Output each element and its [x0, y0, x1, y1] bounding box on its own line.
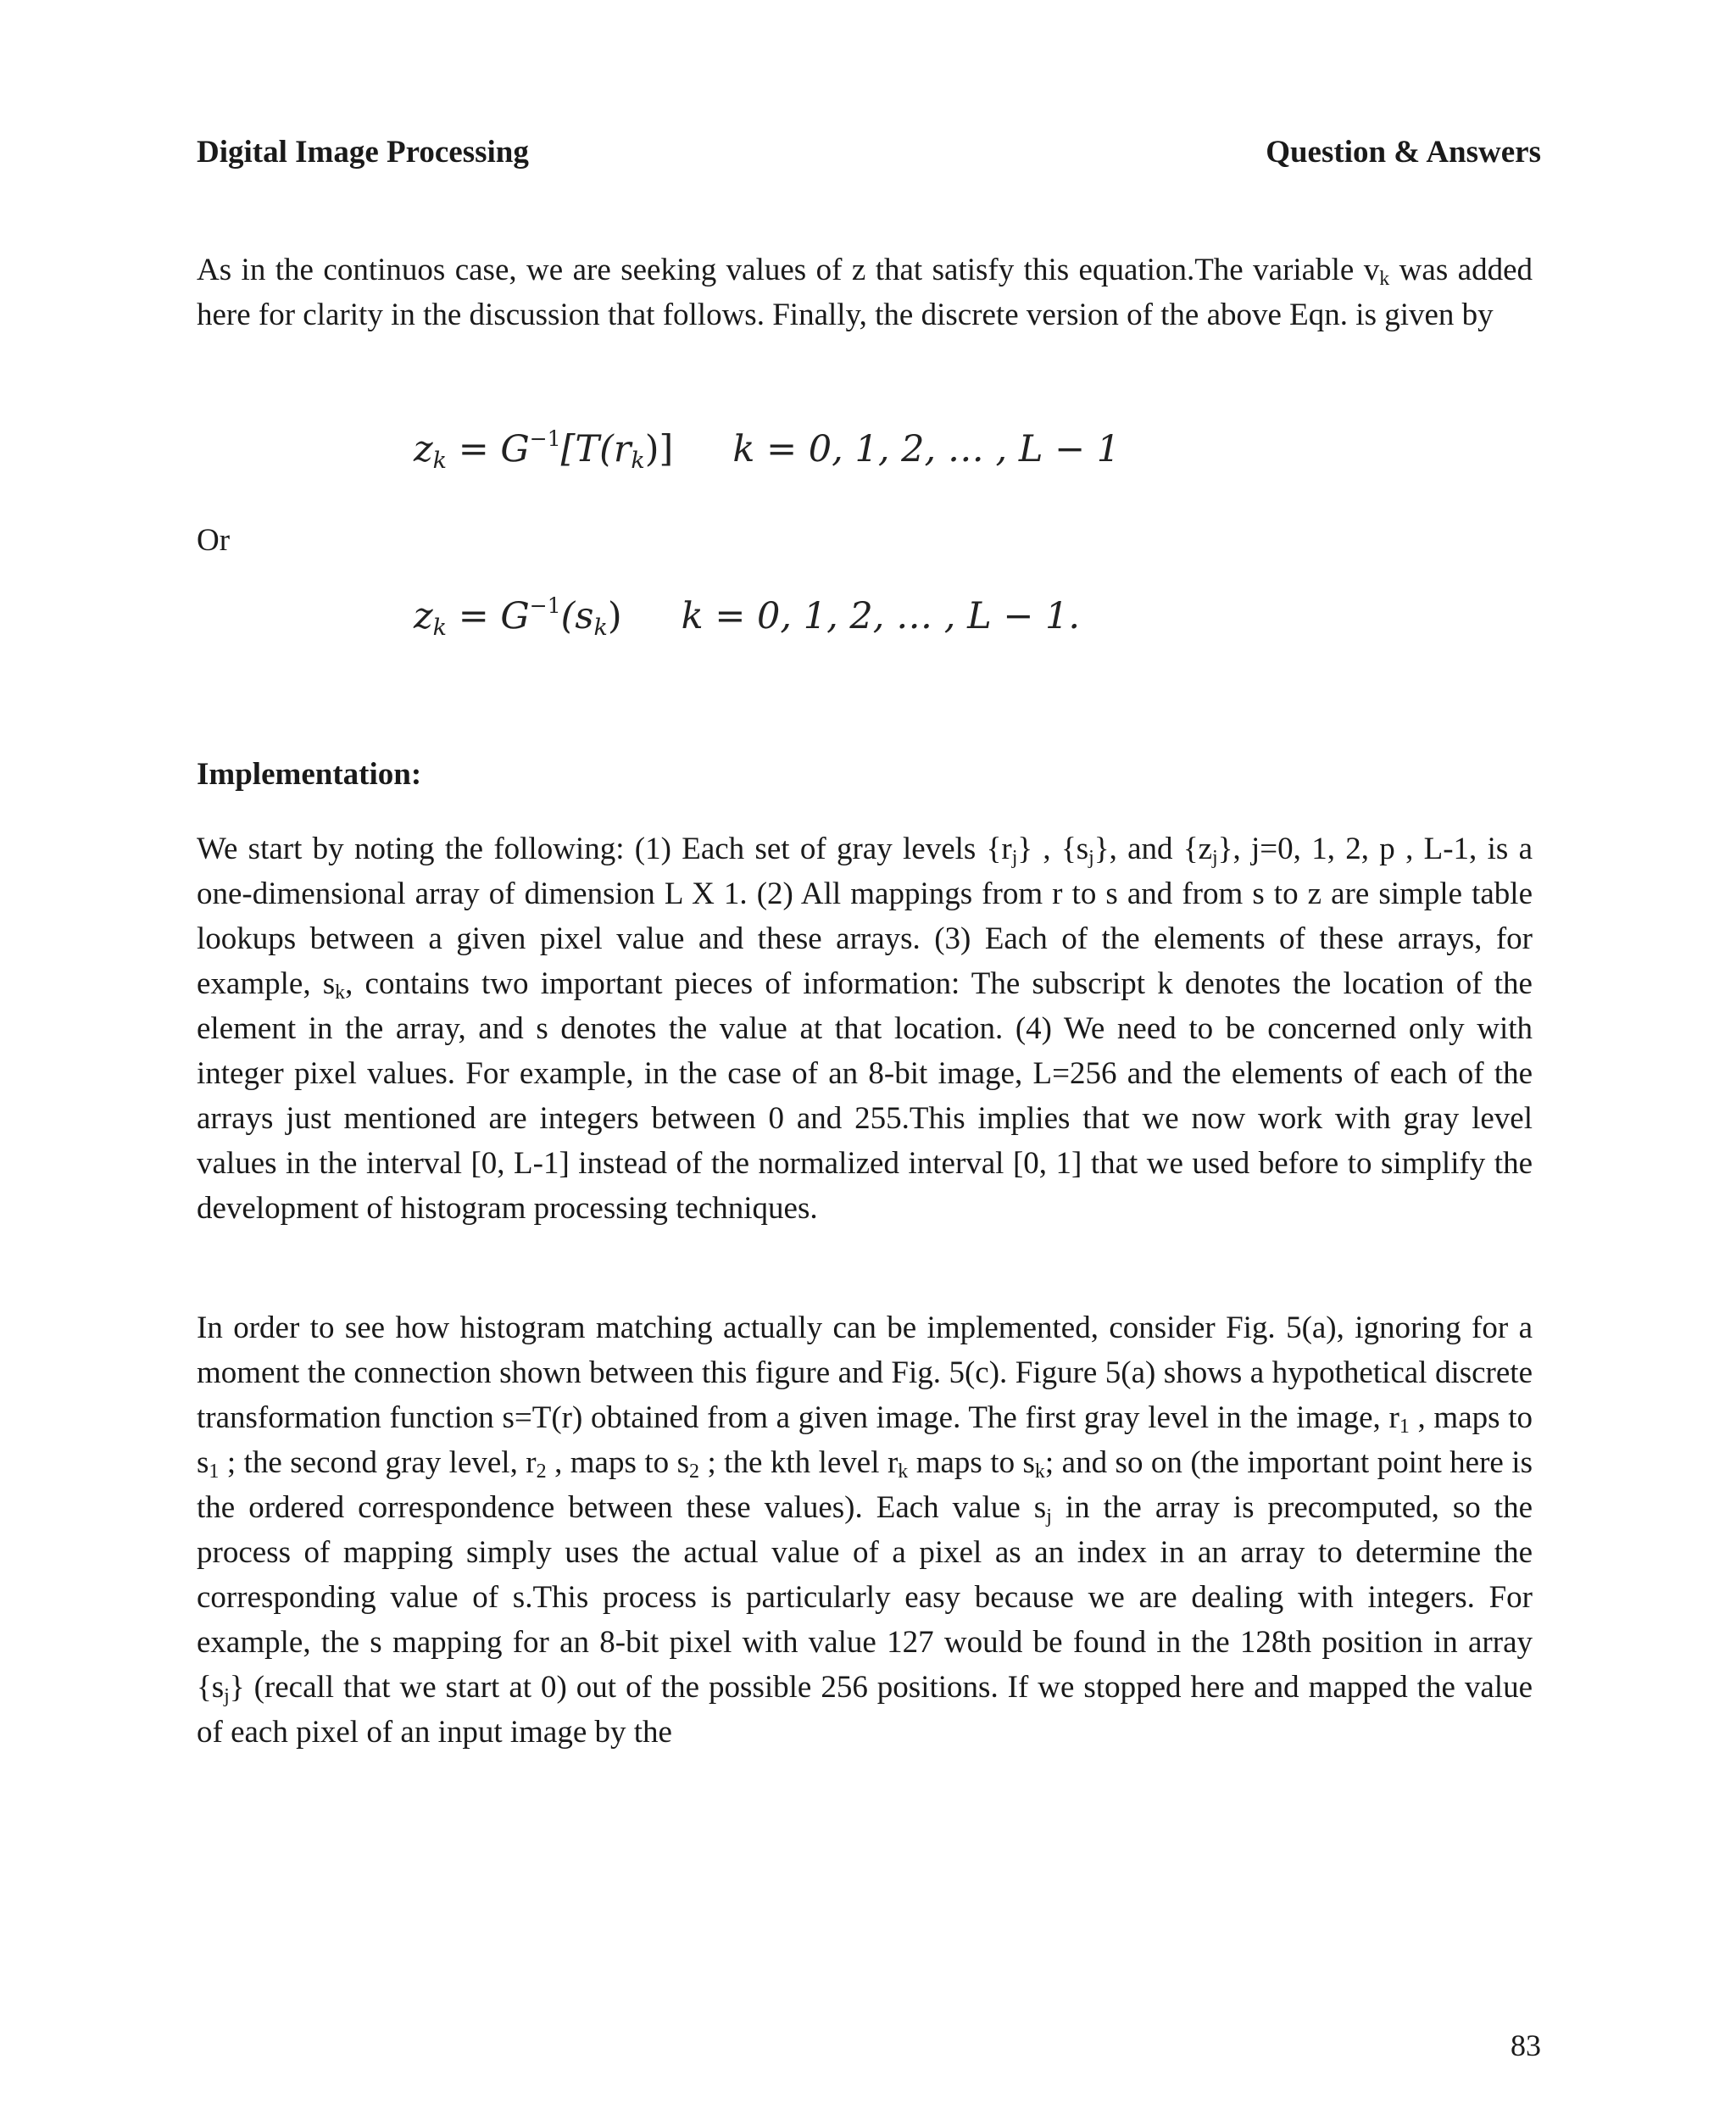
implementation-paragraph: We start by noting the following: (1) Each set of gray levels $\{r_j\}$ , $\{s_j\}$, and $\{z_j\}$, j=0, 1, 2, p , L-1, is a one-dimensional array of dimension L X 1. (2) All mappings from r to s and from s to z are simple table lookups between a given pixel value and these arrays. (3) Each of the elements of these arrays, for example, $s_k$, contains two important pieces of information: The subscript k denotes the location of the element in the array, and s denotes the value at that location. (4) We need to be concerned only with integer pixel values. For example, in the case of an 8-bit image, L=256 and the elements of each of the arrays just mentioned are integers between 0 and 255.This implies that we now work with gray level values in the interval [0, L-1] instead of the normalized interval [0, 1] that we used before to simplify the development of histogram processing techniques. — [197, 832, 1533, 1226]
equation-2: $z_k = G^{-1}(s_k) k = 0$, 1, 2, … , L − 1. — [414, 593, 1081, 641]
page-number: 83 — [1511, 2028, 1541, 2062]
implementation-heading: Implementation: — [197, 757, 422, 792]
intro-paragraph: As in the continuos case, we are seeking values of z that satisfy this equation.The variable $v_k$ was added here for clarity in the discussion that follows. Finally, the discrete version of the above Eqn. is given by — [197, 253, 1533, 332]
header-section: Question & Answers — [1266, 135, 1541, 170]
or-label: Or — [197, 523, 231, 558]
histogram-matching-paragraph: In order to see how histogram matching actually can be implemented, consider Fig. 5(a), ignoring for a moment the connection shown between this figure and Fig. 5(c). Figure 5(a) shows a hypothetical discrete transformation function s=T(r) obtained from a given image. The first gray level in the image, $r_1$ , maps to $s_1$ ; the second gray level, $r_2$ , maps to $s_2$ ; the kth level $r_k$ maps to $s_k$; and so on (the important point here is the ordered correspondence between these values). Each value $s_j$ in the array is precomputed, so the process of mapping simply uses the actual value of a pixel as an index in an array to determine the corresponding value of s.This process is particularly easy because we are dealing with integers. For example, the s mapping for an 8-bit pixel with value 127 would be found in the 128th position in array $\{s_j\}$ (recall that we start at 0) out of the possible 256 positions. If we stopped here and mapped the value of each pixel of an input image by the — [197, 1310, 1533, 1750]
equation-1: $z_k = G^{-1}[T(r_k)] k = 0$, 1, 2, … , L − 1 — [414, 426, 1121, 474]
header-title: Digital Image Processing — [197, 135, 529, 170]
